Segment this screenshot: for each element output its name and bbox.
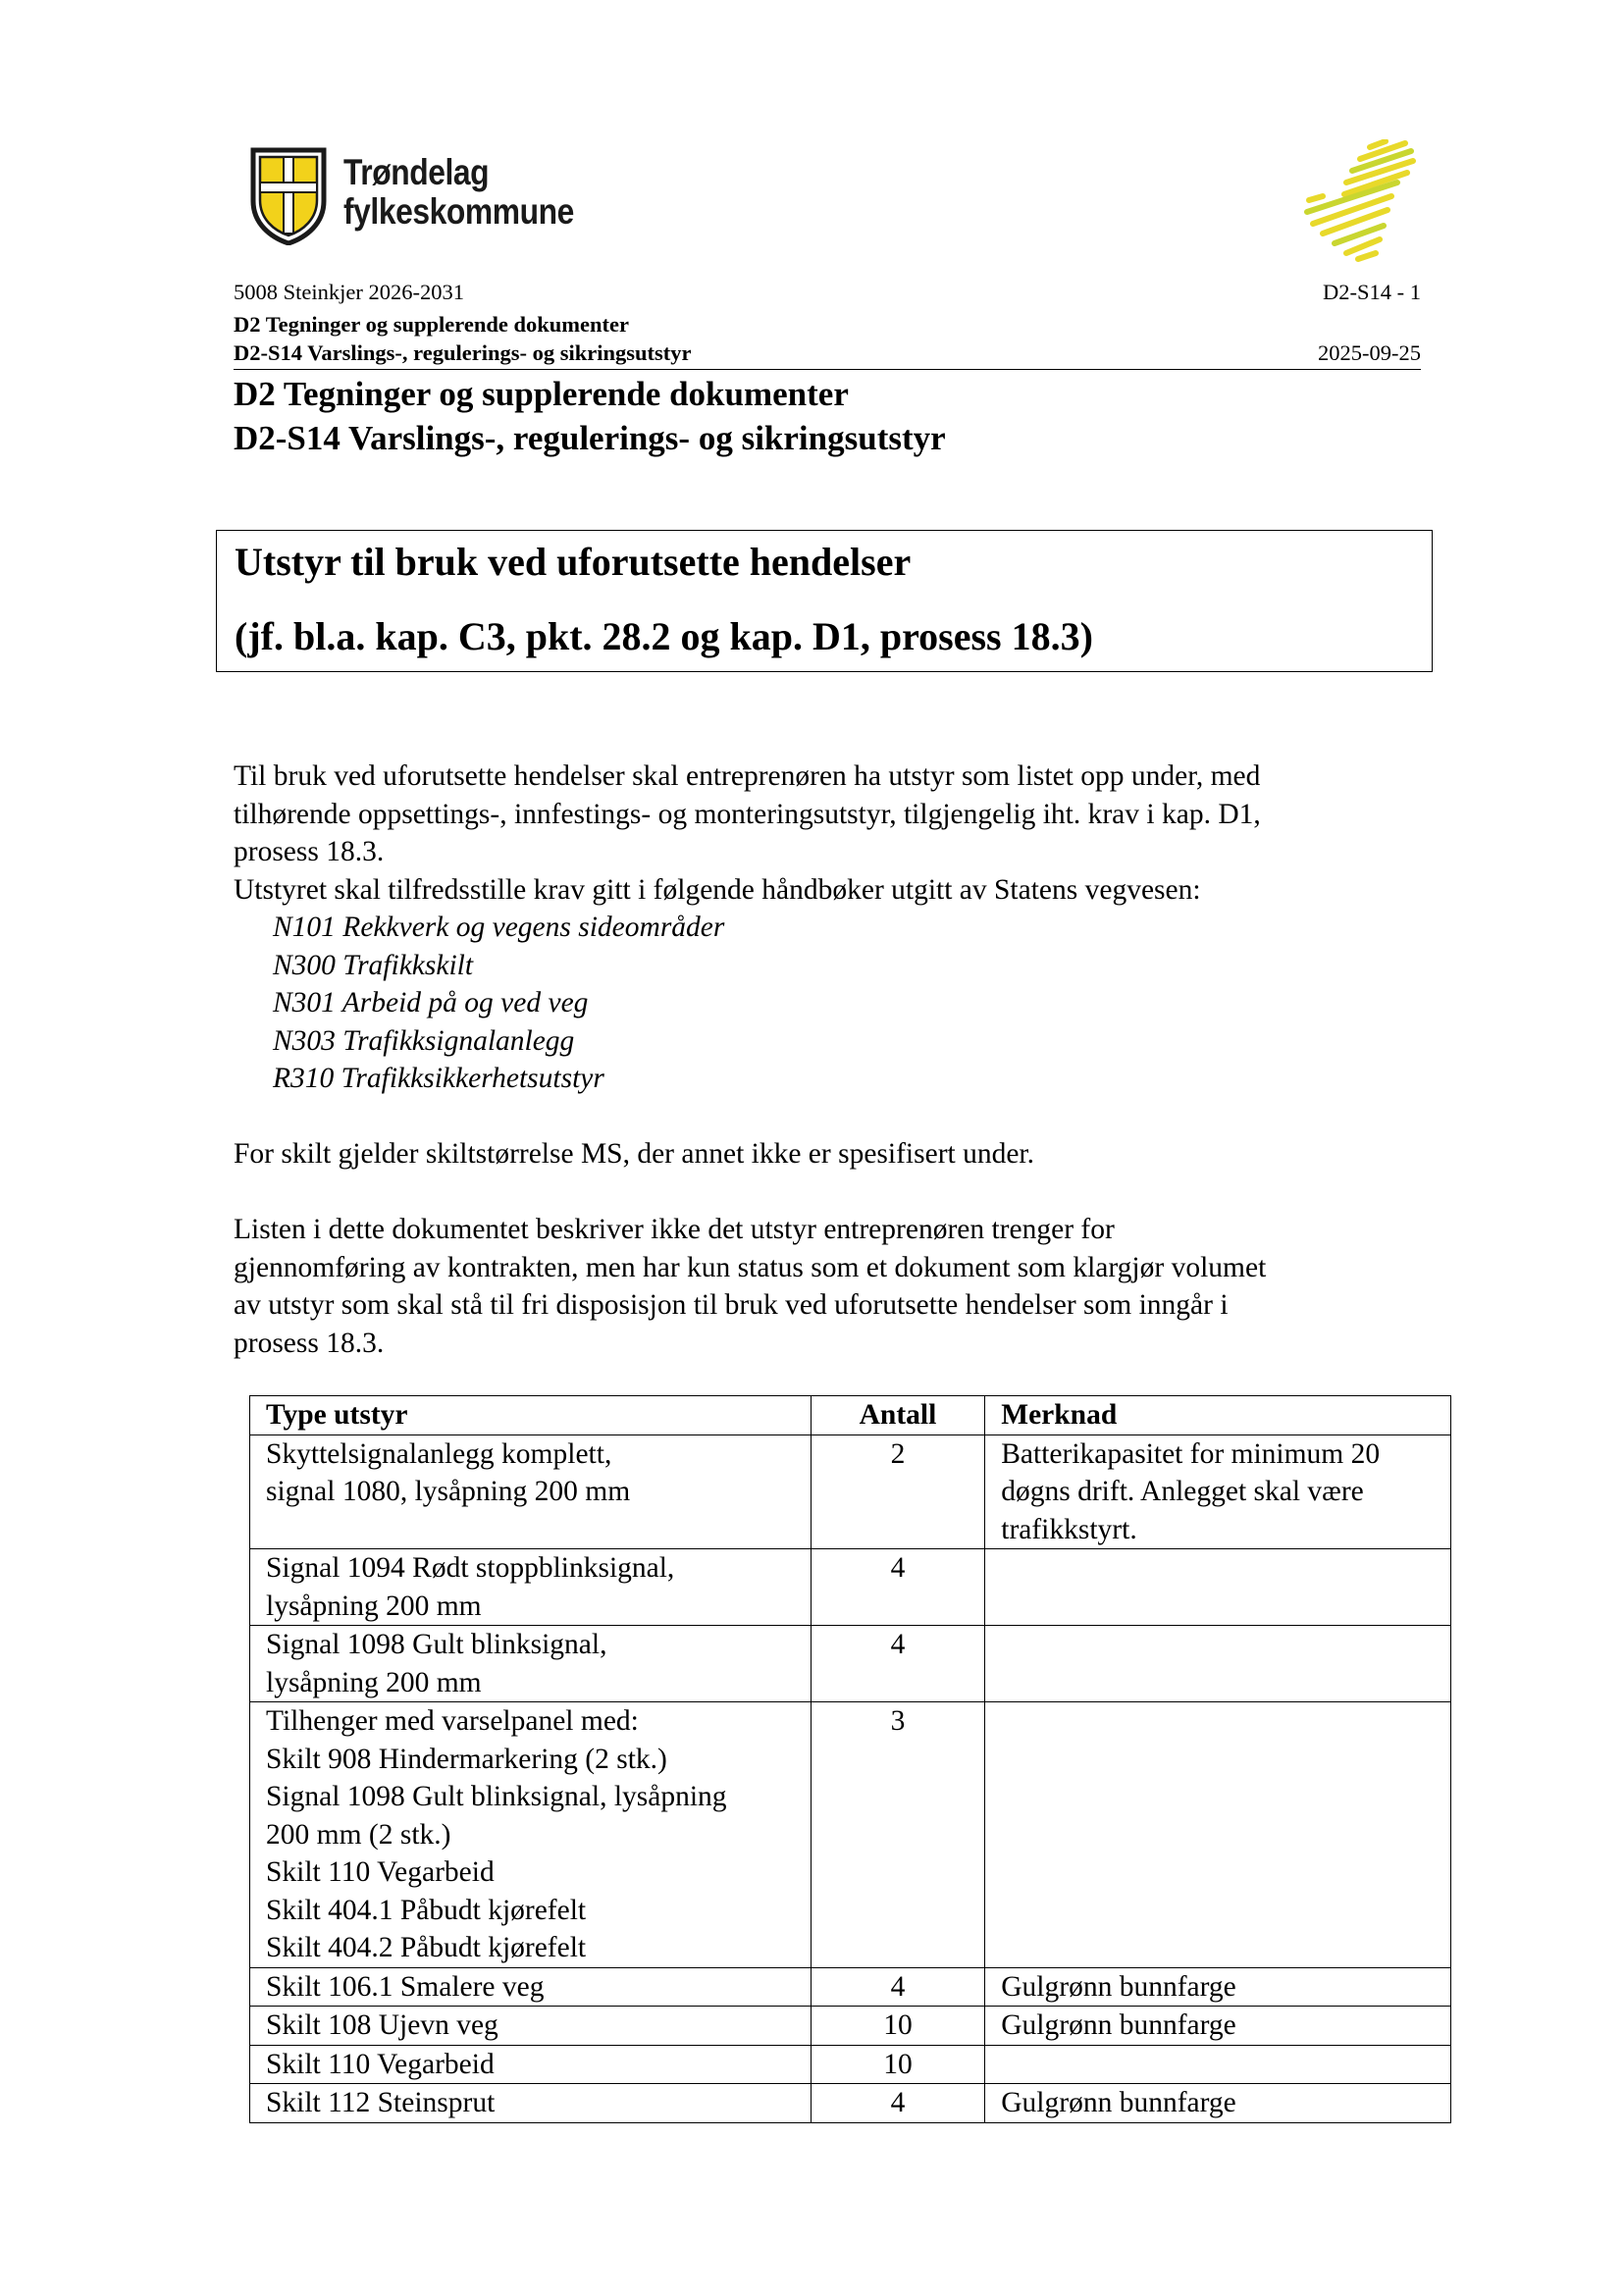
- table-row: [250, 2045, 1451, 2084]
- header-divider: [234, 369, 1421, 370]
- cell-type: [250, 1549, 812, 1626]
- list-item: N300 Trafikkskilt: [273, 949, 474, 981]
- cell-merknad: [985, 1702, 1451, 1968]
- handbook-list: [234, 909, 1431, 1098]
- cell-text: Signal 1094 Rødt stoppblinksignal,: [266, 1552, 675, 1584]
- column-header-merknad: Merknad: [985, 1396, 1451, 1435]
- document-date: 2025-09-25: [1318, 340, 1421, 365]
- cell-type: [250, 2084, 812, 2123]
- cell-text: Batterikapasitet for minimum 20: [1001, 1437, 1381, 1470]
- cell-text: Signal 1098 Gult blinksignal,: [266, 1629, 607, 1660]
- table-body: [250, 1434, 1451, 2122]
- cell-text: 200 mm (2 stk.): [266, 1818, 451, 1851]
- cell-merknad: [985, 2084, 1451, 2123]
- cell-merknad: [985, 1626, 1451, 1702]
- cell-merknad: [985, 2007, 1451, 2046]
- cell-text: Skilt 106.1 Smalere veg: [266, 1970, 545, 2003]
- cell-text: Gulgrønn bunnfarge: [1001, 2087, 1236, 2118]
- cell-text: Skilt 404.2 Påbudt kjørefelt: [266, 1932, 587, 1963]
- cell-text: Skilt 110 Vegarbeid: [266, 1856, 495, 1888]
- logo-line-2: fylkeskommune: [343, 191, 574, 232]
- table-row: [250, 1549, 1451, 1626]
- cell-text: Skilt 908 Hindermarkering (2 stk.): [266, 1743, 667, 1775]
- table-row: [250, 1702, 1451, 1968]
- cell-type: [250, 1702, 812, 1968]
- cell-antall: 3: [811, 1702, 985, 1968]
- section-heading: Utstyr til bruk ved uforutsette hendelser: [235, 540, 912, 584]
- cell-text: Skilt 110 Vegarbeid: [266, 2048, 495, 2080]
- cell-merknad: [985, 1549, 1451, 1626]
- table-row: [250, 1434, 1451, 1549]
- cell-text: Gulgrønn bunnfarge: [1001, 2009, 1236, 2041]
- list-item: N101 Rekkverk og vegens sideområder: [273, 912, 725, 943]
- list-item: N303 Trafikksignalanlegg: [273, 1024, 575, 1057]
- region-map-icon: [1301, 139, 1417, 263]
- equipment-table: [249, 1395, 1451, 2123]
- cell-antall: 4: [811, 2084, 985, 2123]
- logo-line-1: Trøndelag: [343, 152, 490, 192]
- cell-text: Signal 1098 Gult blinksignal, lysåpning: [266, 1781, 727, 1812]
- cell-text: Tilhenger med varselpanel med:: [266, 1705, 639, 1737]
- intro-paragraph-1: Til bruk ved uforutsette hendelser skal entreprenøren ha utstyr som listet opp under, med tilhørende oppsettings-, innfestings- og monteringsutstyr, tilgjengelig iht. krav i kap. D1, prosess 18.3.: [234, 760, 1261, 867]
- organization-logo: [249, 147, 573, 249]
- cell-antall: 2: [811, 1434, 985, 1549]
- cell-type: [250, 1626, 812, 1702]
- section-heading-box: [216, 530, 1433, 672]
- header-subsection: D2-S14 Varslings-, regulerings- og sikringsutstyr: [234, 340, 692, 365]
- cell-type: [250, 1434, 812, 1549]
- cell-text: Skyttelsignalanlegg komplett,: [266, 1437, 612, 1470]
- cell-type: [250, 2045, 812, 2084]
- cell-text: døgns drift. Anlegget skal være: [1001, 1476, 1364, 1507]
- header-section: D2 Tegninger og supplerende dokumenter: [234, 312, 629, 337]
- column-header-antall: Antall: [811, 1396, 985, 1435]
- intro-text: [234, 757, 1431, 1098]
- project-name: 5008 Steinkjer 2026-2031: [234, 280, 464, 304]
- cell-text: Skilt 112 Steinsprut: [266, 2087, 496, 2118]
- table-row: [250, 1626, 1451, 1702]
- table-header-row: [250, 1396, 1451, 1435]
- cell-text: signal 1080, lysåpning 200 mm: [266, 1476, 631, 1507]
- intro-paragraph-2: Utstyret skal tilfredsstille krav gitt i følgende håndbøker utgitt av Statens vegvesen:: [234, 873, 1201, 906]
- cell-merknad: [985, 1434, 1451, 1549]
- cell-text: lysåpning 200 mm: [266, 1666, 482, 1698]
- cell-text: Skilt 108 Ujevn veg: [266, 2009, 498, 2041]
- cell-antall: 4: [811, 1549, 985, 1626]
- intro-paragraph-3: For skilt gjelder skiltstørrelse MS, der annet ikke er spesifisert under.: [234, 1138, 1035, 1170]
- cell-type: [250, 2007, 812, 2046]
- table-row: [250, 2084, 1451, 2123]
- table-row: [250, 1967, 1451, 2007]
- cell-text: Gulgrønn bunnfarge: [1001, 1970, 1236, 2003]
- cell-antall: 4: [811, 1626, 985, 1702]
- document-title-line-2: D2-S14 Varslings-, regulerings- og sikringsutstyr: [234, 419, 946, 457]
- section-reference: (jf. bl.a. kap. C3, pkt. 28.2 og kap. D1, prosess 18.3): [235, 614, 1093, 658]
- document-title-line-1: D2 Tegninger og supplerende dokumenter: [234, 375, 849, 413]
- cell-text: lysåpning 200 mm: [266, 1590, 482, 1622]
- column-header-type: Type utstyr: [250, 1396, 812, 1435]
- list-item: N301 Arbeid på og ved veg: [273, 987, 589, 1018]
- cell-merknad: [985, 1967, 1451, 2007]
- cell-text: Skilt 404.1 Påbudt kjørefelt: [266, 1894, 587, 1926]
- cell-merknad: [985, 2045, 1451, 2084]
- table-row: [250, 2007, 1451, 2046]
- page-reference: D2-S14 - 1: [1323, 280, 1421, 304]
- intro-paragraph-4: Listen i dette dokumentet beskriver ikke det utstyr entreprenøren trenger for gjennomføring av kontrakten, men har kun status som et dokument som klargjør volumet av utstyr som skal stå til fri disposisjon til bruk ved uforutsette hendelser som inngår i prosess 18.3.: [234, 1214, 1267, 1359]
- cell-text: trafikkstyrt.: [1001, 1513, 1137, 1545]
- cell-antall: 10: [811, 2007, 985, 2046]
- cell-antall: 10: [811, 2045, 985, 2084]
- cell-antall: 4: [811, 1967, 985, 2007]
- cell-type: [250, 1967, 812, 2007]
- list-item: R310 Trafikksikkerhetsutstyr: [273, 1063, 604, 1094]
- coat-of-arms-icon: [249, 147, 328, 245]
